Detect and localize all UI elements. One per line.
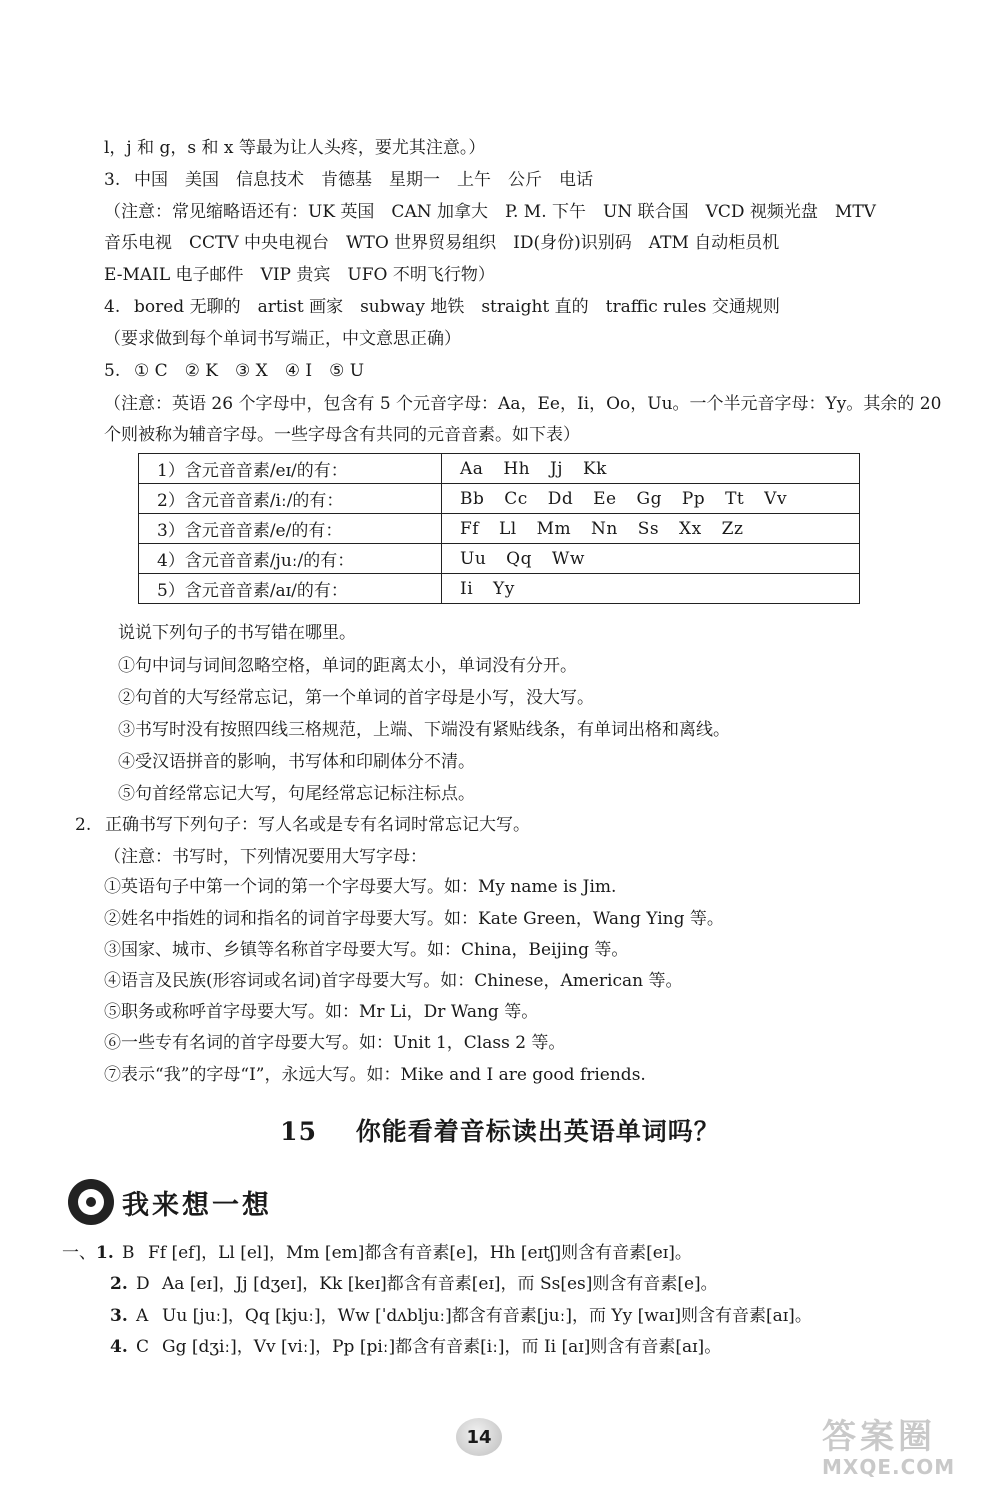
table-row — [139, 574, 860, 604]
answer-item — [110, 1305, 812, 1327]
rule-item: ⑤职务或称呼首字母要大写。如：Mr Li，Dr Wang 等。 — [104, 1002, 539, 1022]
item-3 — [104, 169, 593, 191]
answer-choice: D — [136, 1274, 150, 1294]
think-badge — [68, 1178, 340, 1226]
answer-text: Ff [ef]，Ll [el]，Mm [em]都含有音素[e]，Hh [eɪtʃ]则含有音素[eɪ]。 — [148, 1243, 692, 1263]
row-letters: Uu Qq Ww — [442, 544, 860, 574]
badge-text: 我来想一想 — [122, 1189, 272, 1221]
answer-number: 1. — [96, 1243, 114, 1263]
rule-item: ②姓名中指姓的词和指名的词首字母要大写。如：Kate Green，Wang Ying 等。 — [104, 909, 724, 929]
item-text: 中国 美国 信息技术 肯德基 星期一 上午 公斤 电话 — [134, 170, 593, 190]
item-text: 正确书写下列句子：写人名或是专有名词时常忘记大写。 — [105, 815, 530, 835]
error-item: ②句首的大写经常忘记，第一个单词的首字母是小写，没大写。 — [118, 688, 594, 708]
watermark-cn: 答案圈 — [822, 1417, 936, 1457]
rule-item: ①英语句子中第一个词的第一个字母要大写。如：My name is Jim. — [104, 877, 617, 897]
row-label: 3）含元音音素/e/的有： — [139, 514, 442, 544]
table-row — [139, 514, 860, 544]
row-label: 4）含元音音素/juː/的有： — [139, 544, 442, 574]
rule-item: ⑥一些专有名词的首字母要大写。如：Unit 1，Class 2 等。 — [104, 1033, 566, 1053]
item-3-note-1: （注意：常见缩略语还有：UK 英国 CAN 加拿大 P. M. 下午 UN 联合国 VCD 视频光盘 MTV — [104, 202, 876, 222]
row-letters: Bb Cc Dd Ee Gg Pp Tt Vv — [442, 484, 860, 514]
answer-item — [110, 1273, 718, 1295]
item-4-note: （要求做到每个单词书写端正，中文意思正确） — [104, 329, 461, 349]
phoneme-table — [138, 453, 860, 604]
answer-text: Uu [juː]，Qq [kjuː]，Ww [ˈdʌbljuː]都含有音素[juː]，而 Yy [waɪ]则含有音素[aɪ]。 — [162, 1306, 812, 1326]
errors-title: 说说下列句子的书写错在哪里。 — [118, 623, 356, 643]
row-label: 1）含元音音素/eɪ/的有： — [139, 454, 442, 484]
answer-number: 2. — [110, 1274, 128, 1294]
answer-number: 4. — [110, 1337, 128, 1357]
section-number: 15 — [280, 1117, 317, 1146]
section-heading — [0, 1112, 1000, 1148]
row-letters: Ff Ll Mm Nn Ss Xx Zz — [442, 514, 860, 544]
answer-number: 3. — [110, 1306, 128, 1326]
answer-text: Aa [eɪ]，Jj [dʒeɪ]，Kk [keɪ]都含有音素[eɪ]，而 Ss[es]则含有音素[e]。 — [162, 1274, 718, 1294]
answer-item — [110, 1336, 721, 1358]
table-row — [139, 484, 860, 514]
error-item: ③书写时没有按照四线三格规范，上端、下端没有紧贴线条，有单词出格和离线。 — [118, 720, 730, 740]
item-3-note-2: 音乐电视 CCTV 中央电视台 WTO 世界贸易组织 ID(身份)识别码 ATM 自动柜员机 — [104, 233, 780, 253]
item-5-note-2: 个则被称为辅音字母。一些字母含有共同的元音音素。如下表） — [104, 425, 580, 445]
row-label: 5）含元音音素/aɪ/的有： — [139, 574, 442, 604]
table-row — [139, 544, 860, 574]
item-text: bored 无聊的 artist 画家 subway 地铁 straight 直的 traffic rules 交通规则 — [134, 297, 780, 317]
item-2-note: （注意：书写时，下列情况要用大写字母： — [104, 847, 427, 867]
gear-icon — [68, 1179, 114, 1225]
rule-item: ④语言及民族(形容词或名词)首字母要大写。如：Chinese，American 等。 — [104, 971, 683, 991]
item-4 — [104, 296, 780, 318]
item-text: ① C ② K ③ X ④ I ⑤ U — [134, 361, 365, 381]
item-number: 2. — [75, 815, 92, 835]
answer-prefix: 一、 — [62, 1243, 96, 1263]
watermark — [822, 1418, 992, 1480]
item-5 — [104, 360, 364, 382]
item-number: 4. — [104, 297, 121, 317]
error-item: ⑤句首经常忘记大写，句尾经常忘记标注标点。 — [118, 784, 475, 804]
answer-item — [62, 1242, 692, 1264]
table-row — [139, 454, 860, 484]
intro-line: l，j 和 g，s 和 x 等最为让人头疼，要尤其注意。） — [104, 138, 486, 158]
watermark-en: MXQE.COM — [822, 1455, 956, 1479]
page-number: 14 — [456, 1418, 502, 1456]
rule-item: ③国家、城市、乡镇等名称首字母要大写。如：China，Beijing 等。 — [104, 940, 629, 960]
row-label: 2）含元音音素/iː/的有： — [139, 484, 442, 514]
item-number: 3. — [104, 170, 121, 190]
rule-item: ⑦表示“我”的字母“I”，永远大写。如：Mike and I are good friends. — [104, 1065, 646, 1085]
answer-text: Gg [dʒiː]，Vv [viː]，Pp [piː]都含有音素[iː]，而 Ii [aɪ]则含有音素[aɪ]。 — [162, 1337, 722, 1357]
answer-choice: B — [122, 1243, 135, 1263]
section-title: 你能看着音标读出英语单词吗？ — [355, 1117, 720, 1146]
row-letters: Aa Hh Jj Kk — [442, 454, 860, 484]
answer-choice: A — [136, 1306, 149, 1326]
item-3-note-3: E-MAIL 电子邮件 VIP 贵宾 UFO 不明飞行物） — [104, 265, 495, 285]
error-item: ①句中词与词间忽略空格，单词的距离太小，单词没有分开。 — [118, 656, 577, 676]
answer-choice: C — [136, 1337, 150, 1357]
item-2 — [75, 814, 530, 836]
row-letters: Ii Yy — [442, 574, 860, 604]
item-number: 5. — [104, 361, 121, 381]
error-item: ④受汉语拼音的影响，书写体和印刷体分不清。 — [118, 752, 475, 772]
item-5-note-1: （注意：英语 26 个字母中，包含有 5 个元音字母：Aa，Ee，Ii，Oo，Uu。一个半元音字母：Yy。其余的 20 — [104, 394, 942, 414]
